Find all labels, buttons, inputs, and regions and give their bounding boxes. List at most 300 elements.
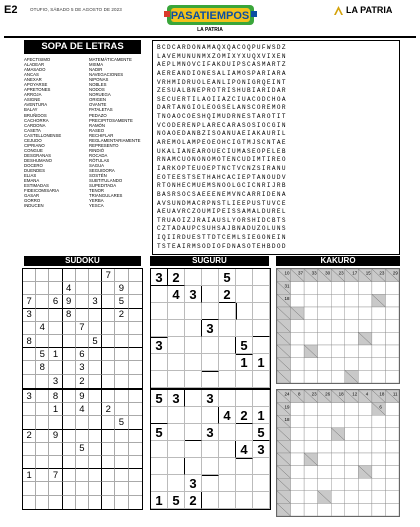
sudoku-cell[interactable]: [129, 348, 142, 361]
sudoku-cell[interactable]: [129, 416, 142, 429]
kakuro-cell[interactable]: [304, 428, 318, 441]
sudoku-cell[interactable]: [49, 482, 62, 495]
sudoku-cell[interactable]: 2: [76, 375, 89, 388]
kakuro-cell[interactable]: [358, 294, 372, 307]
kakuro-cell[interactable]: [318, 440, 332, 453]
sudoku-cell[interactable]: [129, 456, 142, 469]
kakuro-cell[interactable]: [345, 491, 359, 504]
suguru-cell[interactable]: [202, 407, 219, 424]
kakuro-cell[interactable]: [345, 332, 359, 345]
sudoku-cell[interactable]: [23, 416, 36, 429]
suguru-cell[interactable]: 3: [185, 286, 202, 303]
kakuro-cell[interactable]: [318, 466, 332, 479]
sudoku-cell[interactable]: [89, 390, 102, 403]
sudoku-cell[interactable]: [115, 361, 128, 374]
sudoku-cell[interactable]: [23, 282, 36, 295]
suguru-cell[interactable]: [219, 390, 236, 407]
suguru-cell[interactable]: [185, 407, 202, 424]
sudoku-cell[interactable]: 4: [36, 322, 49, 335]
suguru-cell[interactable]: [168, 475, 185, 492]
kakuro-cell[interactable]: [291, 345, 305, 358]
sudoku-cell[interactable]: [76, 496, 89, 509]
suguru-cell[interactable]: [168, 337, 185, 354]
suguru-cell[interactable]: [219, 337, 236, 354]
sudoku-cell[interactable]: [23, 269, 36, 282]
sudoku-cell[interactable]: [63, 456, 76, 469]
suguru-cell[interactable]: [236, 424, 253, 441]
kakuro-cell[interactable]: [345, 478, 359, 491]
sudoku-cell[interactable]: [89, 456, 102, 469]
kakuro-cell[interactable]: [372, 415, 386, 428]
sudoku-cell[interactable]: 8: [36, 361, 49, 374]
kakuro-cell[interactable]: [304, 332, 318, 345]
kakuro-cell[interactable]: [358, 358, 372, 371]
suguru-cell[interactable]: 3: [202, 320, 219, 337]
suguru-cell[interactable]: [202, 458, 219, 475]
sudoku-cell[interactable]: [76, 335, 89, 348]
sudoku-cell[interactable]: [129, 361, 142, 374]
kakuro-cell[interactable]: [385, 428, 399, 441]
suguru-cell[interactable]: [151, 371, 168, 388]
sudoku-cell[interactable]: [89, 430, 102, 443]
suguru-cell[interactable]: 5: [236, 337, 253, 354]
suguru-cell[interactable]: 3: [185, 475, 202, 492]
suguru-cell[interactable]: [253, 492, 270, 509]
suguru-cell[interactable]: [168, 303, 185, 320]
kakuro-cell[interactable]: [291, 415, 305, 428]
suguru-cell[interactable]: [219, 354, 236, 371]
sudoku-cell[interactable]: 4: [63, 282, 76, 295]
suguru-cell[interactable]: 3: [253, 441, 270, 458]
sudoku-cell[interactable]: [129, 403, 142, 416]
sudoku-cell[interactable]: [63, 348, 76, 361]
sudoku-cell[interactable]: [36, 430, 49, 443]
sudoku-cell[interactable]: [102, 348, 115, 361]
kakuro-cell[interactable]: [304, 403, 318, 416]
sudoku-cell[interactable]: [115, 443, 128, 456]
kakuro-cell[interactable]: [291, 491, 305, 504]
sudoku-cell[interactable]: 5: [36, 348, 49, 361]
sudoku-cell[interactable]: 2: [23, 430, 36, 443]
kakuro-cell[interactable]: [318, 320, 332, 333]
suguru-cell[interactable]: 1: [253, 354, 270, 371]
sudoku-cell[interactable]: 3: [23, 309, 36, 322]
sudoku-cell[interactable]: [89, 361, 102, 374]
kakuro-cell[interactable]: [318, 307, 332, 320]
suguru-cell[interactable]: [168, 320, 185, 337]
kakuro-cell[interactable]: [385, 415, 399, 428]
sudoku-cell[interactable]: 1: [49, 403, 62, 416]
sudoku-cell[interactable]: [115, 269, 128, 282]
sudoku-cell[interactable]: [76, 469, 89, 482]
suguru-cell[interactable]: [168, 407, 185, 424]
kakuro-cell[interactable]: [304, 491, 318, 504]
kakuro-grid-2[interactable]: [276, 389, 400, 517]
kakuro-cell[interactable]: [331, 282, 345, 295]
sudoku-cell[interactable]: [63, 322, 76, 335]
sudoku-cell[interactable]: [36, 443, 49, 456]
sudoku-cell[interactable]: [115, 403, 128, 416]
suguru-cell[interactable]: [202, 286, 219, 303]
sudoku-cell[interactable]: [89, 375, 102, 388]
suguru-cell[interactable]: [151, 407, 168, 424]
suguru-cell[interactable]: [253, 286, 270, 303]
sudoku-cell[interactable]: [49, 322, 62, 335]
suguru-cell[interactable]: [202, 354, 219, 371]
sudoku-cell[interactable]: [23, 443, 36, 456]
kakuro-cell[interactable]: [291, 358, 305, 371]
sudoku-cell[interactable]: 9: [63, 295, 76, 308]
kakuro-grid-1[interactable]: [276, 268, 400, 384]
kakuro-cell[interactable]: [358, 282, 372, 295]
sudoku-cell[interactable]: [36, 456, 49, 469]
kakuro-cell[interactable]: [318, 428, 332, 441]
kakuro-cell[interactable]: [291, 440, 305, 453]
sudoku-cell[interactable]: [23, 348, 36, 361]
suguru-cell[interactable]: [185, 424, 202, 441]
sudoku-cell[interactable]: [49, 416, 62, 429]
kakuro-cell[interactable]: [345, 320, 359, 333]
suguru-cell[interactable]: 2: [219, 286, 236, 303]
suguru-cell[interactable]: 4: [219, 407, 236, 424]
sudoku-cell[interactable]: [63, 469, 76, 482]
sudoku-cell[interactable]: [102, 469, 115, 482]
sudoku-cell[interactable]: [36, 482, 49, 495]
sudoku-cell[interactable]: [63, 430, 76, 443]
sudoku-cell[interactable]: [63, 361, 76, 374]
suguru-cell[interactable]: [151, 441, 168, 458]
sudoku-cell[interactable]: 3: [23, 390, 36, 403]
sudoku-cell[interactable]: [89, 282, 102, 295]
sudoku-cell[interactable]: [63, 496, 76, 509]
suguru-cell[interactable]: [168, 354, 185, 371]
kakuro-cell[interactable]: [318, 415, 332, 428]
suguru-cell[interactable]: 5: [168, 492, 185, 509]
kakuro-cell[interactable]: [291, 478, 305, 491]
suguru-cell[interactable]: [185, 354, 202, 371]
kakuro-cell[interactable]: [372, 320, 386, 333]
suguru-cell[interactable]: [168, 424, 185, 441]
kakuro-cell[interactable]: [331, 358, 345, 371]
kakuro-cell[interactable]: [372, 428, 386, 441]
sudoku-cell[interactable]: [36, 269, 49, 282]
sudoku-cell[interactable]: [49, 335, 62, 348]
suguru-cell[interactable]: [151, 286, 168, 303]
kakuro-cell[interactable]: [372, 332, 386, 345]
suguru-cell[interactable]: 5: [253, 424, 270, 441]
kakuro-cell[interactable]: [318, 478, 332, 491]
sudoku-cell[interactable]: [36, 309, 49, 322]
kakuro-cell[interactable]: [345, 358, 359, 371]
sudoku-cell[interactable]: [102, 496, 115, 509]
kakuro-cell[interactable]: [291, 282, 305, 295]
sudoku-cell[interactable]: [102, 456, 115, 469]
suguru-cell[interactable]: [253, 269, 270, 286]
kakuro-cell[interactable]: [304, 358, 318, 371]
suguru-cell[interactable]: [219, 303, 236, 320]
kakuro-cell[interactable]: [304, 370, 318, 383]
sudoku-cell[interactable]: [129, 496, 142, 509]
suguru-cell[interactable]: [185, 303, 202, 320]
kakuro-cell[interactable]: [304, 440, 318, 453]
suguru-cell[interactable]: 5: [151, 424, 168, 441]
sudoku-cell[interactable]: [63, 375, 76, 388]
suguru-cell[interactable]: [151, 303, 168, 320]
kakuro-cell[interactable]: [385, 370, 399, 383]
suguru-cell[interactable]: [202, 337, 219, 354]
sudoku-cell[interactable]: [23, 496, 36, 509]
suguru-cell[interactable]: [202, 303, 219, 320]
sudoku-cell[interactable]: [129, 282, 142, 295]
kakuro-cell[interactable]: [318, 332, 332, 345]
kakuro-cell[interactable]: [318, 345, 332, 358]
sudoku-cell[interactable]: [76, 482, 89, 495]
kakuro-cell[interactable]: [291, 403, 305, 416]
sudoku-cell[interactable]: [76, 456, 89, 469]
kakuro-cell[interactable]: [358, 440, 372, 453]
sudoku-cell[interactable]: 8: [49, 390, 62, 403]
kakuro-cell[interactable]: [304, 282, 318, 295]
sudoku-cell[interactable]: [89, 269, 102, 282]
sudoku-cell[interactable]: [102, 430, 115, 443]
kakuro-cell[interactable]: [358, 428, 372, 441]
sudoku-cell[interactable]: [129, 375, 142, 388]
kakuro-cell[interactable]: [331, 307, 345, 320]
suguru-cell[interactable]: [202, 371, 219, 388]
kakuro-cell[interactable]: [291, 453, 305, 466]
kakuro-cell[interactable]: [291, 503, 305, 516]
sudoku-cell[interactable]: [102, 282, 115, 295]
kakuro-cell[interactable]: [331, 370, 345, 383]
kakuro-cell[interactable]: [304, 415, 318, 428]
sudoku-cell[interactable]: 9: [115, 282, 128, 295]
sudoku-cell[interactable]: [36, 295, 49, 308]
kakuro-cell[interactable]: [318, 358, 332, 371]
kakuro-cell[interactable]: [304, 294, 318, 307]
sudoku-cell[interactable]: [76, 282, 89, 295]
sudoku-cell[interactable]: [36, 335, 49, 348]
sudoku-cell[interactable]: 6: [49, 295, 62, 308]
kakuro-cell[interactable]: [358, 503, 372, 516]
kakuro-cell[interactable]: [358, 415, 372, 428]
sudoku-cell[interactable]: [115, 430, 128, 443]
suguru-cell[interactable]: 3: [202, 424, 219, 441]
kakuro-cell[interactable]: [291, 428, 305, 441]
kakuro-cell[interactable]: [345, 503, 359, 516]
kakuro-cell[interactable]: [331, 466, 345, 479]
kakuro-cell[interactable]: [358, 453, 372, 466]
sudoku-cell[interactable]: [36, 403, 49, 416]
kakuro-cell[interactable]: [331, 403, 345, 416]
suguru-cell[interactable]: [236, 269, 253, 286]
kakuro-cell[interactable]: [385, 332, 399, 345]
sudoku-cell[interactable]: [129, 443, 142, 456]
suguru-cell[interactable]: [219, 424, 236, 441]
sudoku-cell[interactable]: [89, 348, 102, 361]
suguru-cell[interactable]: [202, 441, 219, 458]
sudoku-cell[interactable]: [76, 295, 89, 308]
kakuro-cell[interactable]: [331, 294, 345, 307]
sudoku-cell[interactable]: [115, 348, 128, 361]
sudoku-cell[interactable]: [129, 430, 142, 443]
sudoku-cell[interactable]: [63, 403, 76, 416]
kakuro-cell[interactable]: [385, 294, 399, 307]
sudoku-cell[interactable]: 4: [76, 403, 89, 416]
kakuro-cell[interactable]: [358, 307, 372, 320]
sudoku-cell[interactable]: 1: [49, 348, 62, 361]
kakuro-cell[interactable]: [345, 403, 359, 416]
kakuro-cell[interactable]: [385, 453, 399, 466]
kakuro-cell[interactable]: [372, 358, 386, 371]
sudoku-cell[interactable]: [76, 269, 89, 282]
sudoku-cell[interactable]: 3: [76, 361, 89, 374]
kakuro-cell[interactable]: [291, 332, 305, 345]
suguru-cell[interactable]: [185, 337, 202, 354]
sudoku-cell[interactable]: [23, 375, 36, 388]
kakuro-cell[interactable]: [372, 370, 386, 383]
sudoku-cell[interactable]: [129, 322, 142, 335]
kakuro-cell[interactable]: [304, 503, 318, 516]
kakuro-cell[interactable]: [358, 345, 372, 358]
sudoku-cell[interactable]: 7: [23, 295, 36, 308]
sudoku-cell[interactable]: [36, 390, 49, 403]
suguru-cell[interactable]: [151, 458, 168, 475]
sudoku-cell[interactable]: [102, 361, 115, 374]
sudoku-cell[interactable]: [115, 335, 128, 348]
kakuro-cell[interactable]: [331, 415, 345, 428]
kakuro-cell[interactable]: [331, 440, 345, 453]
sudoku-cell[interactable]: [63, 443, 76, 456]
sudoku-cell[interactable]: [23, 403, 36, 416]
suguru-cell[interactable]: [202, 269, 219, 286]
sudoku-cell[interactable]: [23, 482, 36, 495]
kakuro-cell[interactable]: [345, 415, 359, 428]
suguru-cell[interactable]: [202, 492, 219, 509]
suguru-grid-1[interactable]: [150, 268, 271, 389]
kakuro-cell[interactable]: [331, 332, 345, 345]
sudoku-cell[interactable]: [89, 403, 102, 416]
sudoku-cell[interactable]: [49, 361, 62, 374]
sudoku-cell[interactable]: [115, 322, 128, 335]
kakuro-cell[interactable]: [291, 370, 305, 383]
sudoku-cell[interactable]: [89, 443, 102, 456]
sudoku-cell[interactable]: [115, 375, 128, 388]
kakuro-cell[interactable]: [304, 307, 318, 320]
kakuro-cell[interactable]: [318, 503, 332, 516]
kakuro-cell[interactable]: [385, 478, 399, 491]
sudoku-cell[interactable]: [89, 309, 102, 322]
suguru-cell[interactable]: [185, 390, 202, 407]
kakuro-cell[interactable]: [345, 453, 359, 466]
sudoku-cell[interactable]: 7: [49, 469, 62, 482]
sudoku-cell[interactable]: [63, 390, 76, 403]
sudoku-cell[interactable]: [36, 496, 49, 509]
sudoku-cell[interactable]: [36, 282, 49, 295]
kakuro-cell[interactable]: [372, 503, 386, 516]
sudoku-cell[interactable]: [63, 269, 76, 282]
sudoku-cell[interactable]: 2: [102, 403, 115, 416]
sudoku-grid-1[interactable]: [22, 268, 143, 389]
sudoku-cell[interactable]: [49, 269, 62, 282]
sudoku-cell[interactable]: [102, 443, 115, 456]
kakuro-cell[interactable]: [385, 358, 399, 371]
kakuro-cell[interactable]: [358, 370, 372, 383]
sudoku-cell[interactable]: [129, 482, 142, 495]
sudoku-cell[interactable]: 3: [89, 295, 102, 308]
kakuro-cell[interactable]: [331, 478, 345, 491]
kakuro-cell[interactable]: [304, 320, 318, 333]
kakuro-cell[interactable]: [345, 345, 359, 358]
suguru-cell[interactable]: [236, 492, 253, 509]
kakuro-cell[interactable]: [345, 440, 359, 453]
sudoku-cell[interactable]: [76, 430, 89, 443]
sudoku-cell[interactable]: [63, 416, 76, 429]
sudoku-cell[interactable]: [129, 390, 142, 403]
sudoku-cell[interactable]: [129, 269, 142, 282]
sudoku-cell[interactable]: [115, 456, 128, 469]
sudoku-cell[interactable]: 5: [115, 295, 128, 308]
suguru-cell[interactable]: [236, 303, 253, 320]
kakuro-cell[interactable]: [318, 282, 332, 295]
suguru-cell[interactable]: [236, 371, 253, 388]
kakuro-cell[interactable]: [304, 478, 318, 491]
suguru-cell[interactable]: [236, 458, 253, 475]
suguru-cell[interactable]: 1: [236, 354, 253, 371]
suguru-cell[interactable]: 3: [151, 269, 168, 286]
kakuro-cell[interactable]: [331, 320, 345, 333]
kakuro-cell[interactable]: [372, 307, 386, 320]
kakuro-cell[interactable]: [358, 320, 372, 333]
kakuro-cell[interactable]: [291, 320, 305, 333]
sudoku-cell[interactable]: [129, 469, 142, 482]
suguru-cell[interactable]: [253, 371, 270, 388]
kakuro-cell[interactable]: [372, 466, 386, 479]
suguru-cell[interactable]: [253, 475, 270, 492]
sudoku-cell[interactable]: 5: [115, 416, 128, 429]
kakuro-cell[interactable]: [345, 466, 359, 479]
sudoku-cell[interactable]: [23, 322, 36, 335]
kakuro-cell[interactable]: [385, 503, 399, 516]
suguru-cell[interactable]: [185, 458, 202, 475]
sudoku-cell[interactable]: [129, 335, 142, 348]
suguru-cell[interactable]: 2: [168, 269, 185, 286]
kakuro-cell[interactable]: [385, 345, 399, 358]
suguru-cell[interactable]: [219, 371, 236, 388]
sudoku-cell[interactable]: [49, 456, 62, 469]
suguru-cell[interactable]: 3: [202, 390, 219, 407]
sudoku-cell[interactable]: 1: [23, 469, 36, 482]
suguru-grid-2[interactable]: [150, 389, 271, 510]
suguru-cell[interactable]: 1: [253, 407, 270, 424]
suguru-cell[interactable]: 2: [185, 492, 202, 509]
sudoku-cell[interactable]: [89, 496, 102, 509]
kakuro-cell[interactable]: [372, 282, 386, 295]
kakuro-cell[interactable]: [345, 294, 359, 307]
sudoku-cell[interactable]: [23, 361, 36, 374]
suguru-cell[interactable]: [219, 441, 236, 458]
kakuro-cell[interactable]: [372, 478, 386, 491]
suguru-cell[interactable]: [219, 475, 236, 492]
sudoku-cell[interactable]: [89, 469, 102, 482]
sudoku-cell[interactable]: 9: [49, 430, 62, 443]
suguru-cell[interactable]: [168, 441, 185, 458]
sudoku-cell[interactable]: [129, 309, 142, 322]
kakuro-cell[interactable]: [385, 440, 399, 453]
suguru-cell[interactable]: [185, 371, 202, 388]
kakuro-cell[interactable]: [318, 370, 332, 383]
suguru-cell[interactable]: [151, 475, 168, 492]
suguru-cell[interactable]: [236, 320, 253, 337]
